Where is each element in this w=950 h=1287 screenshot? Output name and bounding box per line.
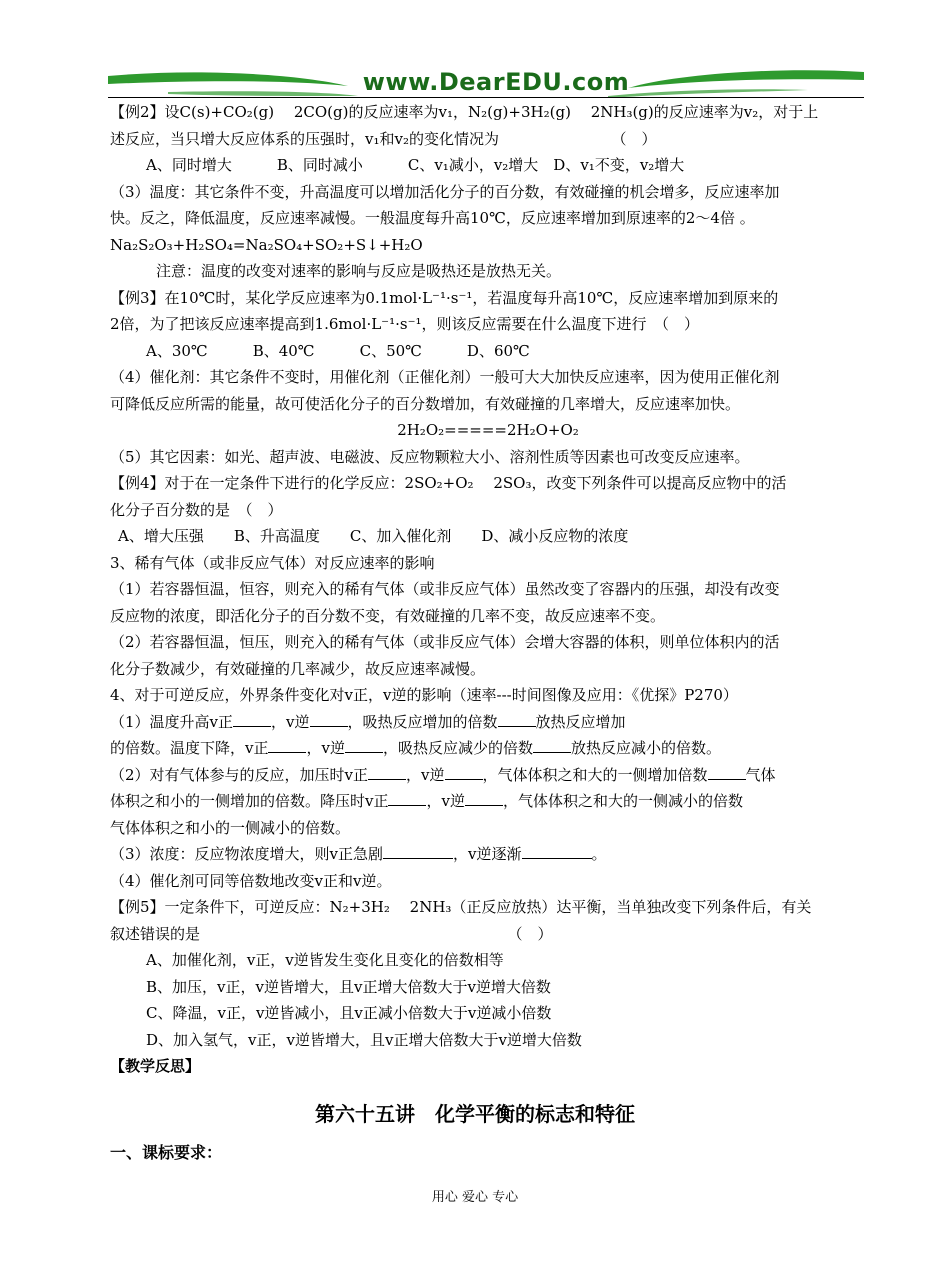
ex5-option-c: C、降温，v正，v逆皆减小，且v正减小倍数大于v逆减小倍数: [146, 1004, 552, 1022]
ex5-line-2: 叙述错误的是 （ ）: [110, 924, 553, 943]
ex2-options: A、同时增大 B、同时减小 C、v₁减小，v₂增大 D、v₁不变，v₂增大: [146, 156, 685, 174]
page-footer: 用心 爱心 专心: [431, 1190, 519, 1205]
fill-pressure-3: 气体体积之和小的一侧减小的倍数。: [110, 818, 351, 837]
answer-blank[interactable]: [233, 710, 271, 727]
reversible-heading: 4、对于可逆反应，外界条件变化对v正，v逆的影响（速率---时间图像及应用：《优探》P270）: [110, 686, 738, 704]
lecture-title: 第六十五讲 化学平衡的标志和特征: [315, 1102, 635, 1126]
fill-concentration: （3）浓度：反应物浓度增大，则v正急剧 ，v逆逐渐 。: [110, 841, 866, 868]
answer-blank[interactable]: [268, 736, 306, 753]
ex2-line-1: 【例2】设C(s)+CO₂(g) 2CO(g)的反应速率为v₁，N₂(g)+3H₂(g) 2NH₃(g)的反应速率为v₂，对于上: [110, 103, 819, 121]
temperature-note: 注意：温度的改变对速率的影响与反应是吸热还是放热无关。: [156, 262, 562, 280]
answer-blank[interactable]: [498, 710, 536, 727]
section-heading: 一、课标要求：: [110, 1143, 223, 1162]
catalyst-line-2: 可降低反应所需的能量，故可使活化分子的百分数增加，有效碰撞的几率增大，反应速率加快。: [110, 394, 741, 413]
ex4-options: A、增大压强 B、升高温度 C、加入催化剂 D、减小反应物的浓度: [118, 527, 629, 545]
ex3-line-2: 2倍，为了把该反应速率提高到1.6mol·L⁻¹·s⁻¹，则该反应需要在什么温度下进行 （ ）: [110, 315, 700, 333]
ex3-line-1: 【例3】在10℃时，某化学反应速率为0.1mol·L⁻¹·s⁻¹，若温度每升高10℃，反应速率增加到原来的: [110, 288, 779, 307]
inert-gas-1-line-2: 反应物的浓度，即活化分子的百分数不变，有效碰撞的几率不变，故反应速率不变。: [110, 606, 666, 625]
ex3-options: A、30℃ B、40℃ C、50℃ D、60℃: [146, 341, 530, 360]
inert-gas-heading: 3、稀有气体（或非反应气体）对反应速率的影响: [110, 553, 435, 572]
answer-blank[interactable]: [533, 736, 571, 753]
answer-blank[interactable]: [310, 710, 348, 727]
site-url: www.DearEDU.com: [362, 68, 630, 96]
fill-pressure-2: 体积之和小的一侧增加的倍数。降压时v正 ，v逆 ，气体体积之和大的一侧减小的倍数: [110, 788, 866, 815]
answer-blank[interactable]: [388, 789, 426, 806]
thiosulfate-equation: Na₂S₂O₃+H₂SO₄=Na₂SO₄+SO₂+S↓+H₂O: [110, 235, 423, 254]
ex5-option-d: D、加入氢气，v正，v逆皆增大，且v正增大倍数大于v逆增大倍数: [146, 1030, 582, 1049]
answer-blank[interactable]: [383, 842, 453, 859]
temperature-line-1: （3）温度：其它条件不变，升高温度可以增加活化分子的百分数，有效碰撞的机会增多，反应速率加: [110, 182, 780, 201]
catalyst-line-1: （4）催化剂：其它条件不变时，用催化剂（正催化剂）一般可大大加快反应速率，因为使用正催化剂: [110, 368, 780, 386]
peroxide-equation: 2H₂O₂=====2H₂O+O₂: [397, 421, 579, 439]
ex4-line-1: 【例4】对于在一定条件下进行的化学反应：2SO₂+O₂ 2SO₃，改变下列条件可以提高反应物中的活: [110, 474, 787, 492]
answer-blank[interactable]: [368, 763, 406, 780]
ex5-option-a: A、加催化剂，v正，v逆皆发生变化且变化的倍数相等: [146, 951, 504, 969]
answer-blank[interactable]: [522, 842, 592, 859]
answer-blank[interactable]: [708, 763, 746, 780]
fill-temperature-1: （1）温度升高v正 ，v逆 ，吸热反应增加的倍数 放热反应增加: [110, 709, 866, 736]
ex5-line-1: 【例5】一定条件下，可逆反应：N₂+3H₂ 2NH₃（正反应放热）达平衡，当单独改变下列条件后，有关: [110, 898, 812, 916]
header-rule: [108, 97, 864, 98]
answer-blank[interactable]: [465, 789, 503, 806]
document-body: [110, 99, 866, 1080]
answer-blank[interactable]: [345, 736, 383, 753]
other-factors: （5）其它因素：如光、超声波、电磁波、反应物颗粒大小、溶剂性质等因素也可改变反应速率。: [110, 447, 750, 466]
ex4-line-2: 化分子百分数的是 （ ）: [110, 500, 283, 519]
ex2-line-2: 述反应，当只增大反应体系的压强时，v₁和v₂的变化情况为 （ ）: [110, 129, 657, 148]
fill-pressure-1: （2）对有气体参与的反应，加压时v正 ，v逆 ，气体体积之和大的一侧增加倍数 气体: [110, 762, 866, 789]
inert-gas-1-line-1: （1）若容器恒温，恒容，则充入的稀有气体（或非反应气体）虽然改变了容器内的压强，却没有改变: [110, 580, 780, 598]
answer-blank[interactable]: [445, 763, 483, 780]
teaching-reflection: 【教学反思】: [110, 1057, 201, 1075]
ex5-option-b: B、加压，v正，v逆皆增大，且v正增大倍数大于v逆增大倍数: [146, 977, 551, 996]
inert-gas-2-line-2: 化分子数减少，有效碰撞的几率减少，故反应速率减慢。: [110, 659, 486, 678]
inert-gas-2-line-1: （2）若容器恒温，恒压，则充入的稀有气体（或非反应气体）会增大容器的体积，则单位体积内的活: [110, 633, 780, 651]
fill-temperature-2: 的倍数。温度下降，v正 ，v逆 ，吸热反应减少的倍数 放热反应减小的倍数。: [110, 735, 866, 762]
temperature-line-2: 快。反之，降低温度，反应速率减慢。一般温度每升高10℃，反应速率增加到原速率的2～4倍 。: [110, 209, 755, 227]
catalyst-note: （4）催化剂可同等倍数地改变v正和v逆。: [110, 871, 392, 890]
